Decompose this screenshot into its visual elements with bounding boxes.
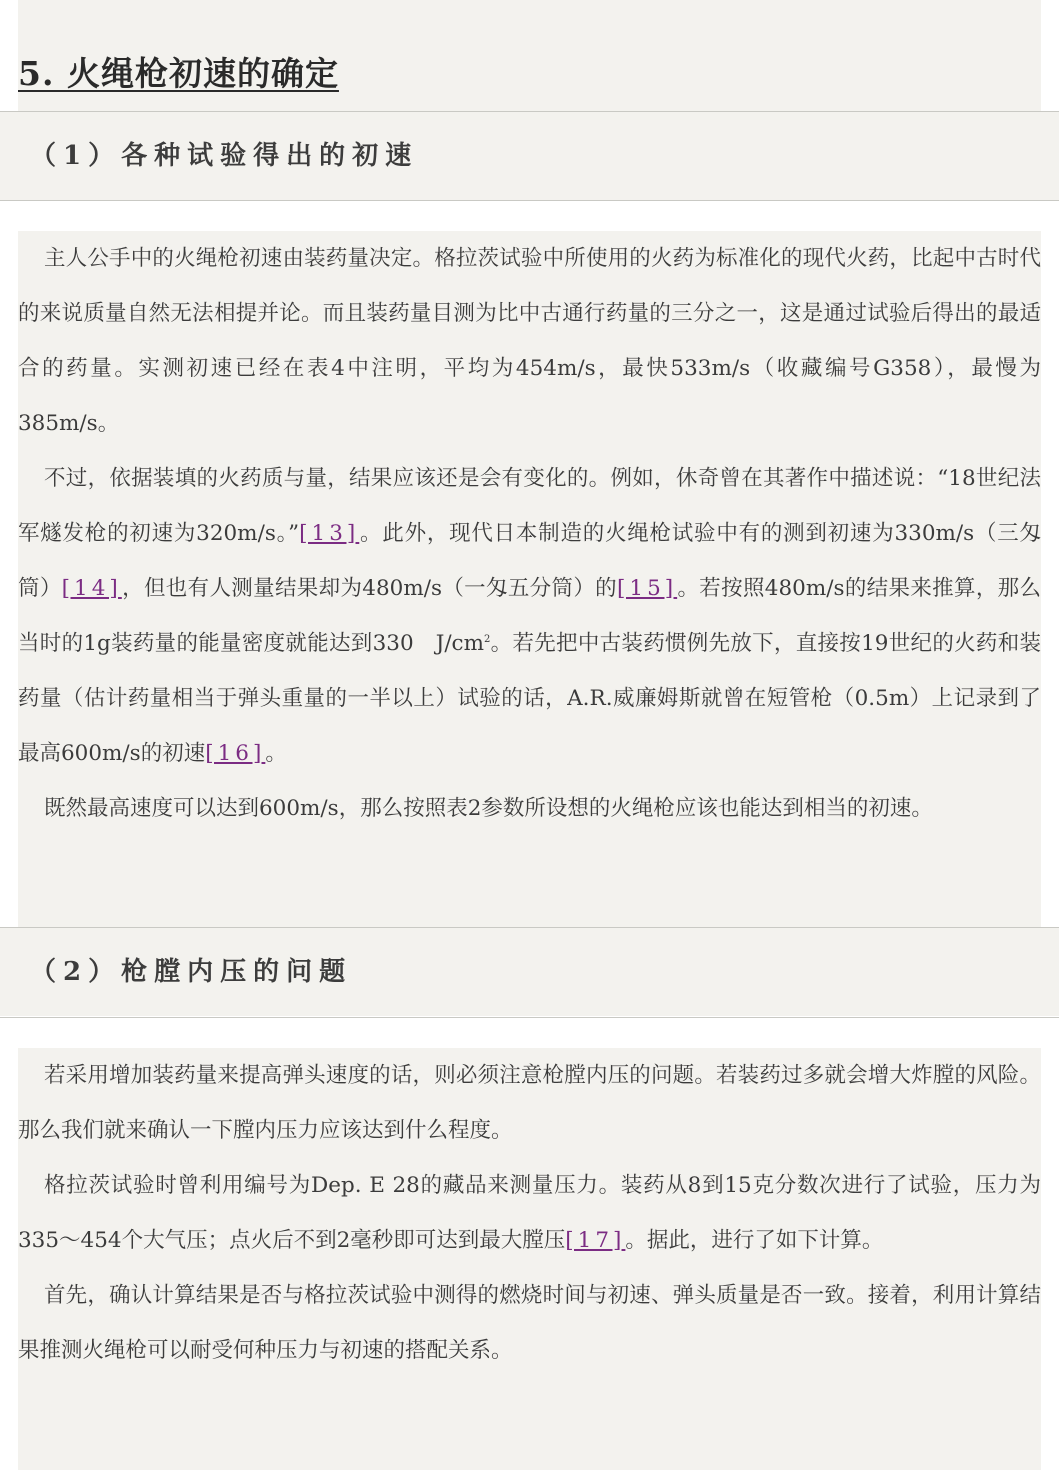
page-title: 5. 火绳枪初速的确定 xyxy=(18,54,339,93)
text-run: 不过，依据装填的火药质与量，结果应该还是会有变化的。例如，休奇曾在其著作中描述说：“18世纪法军燧发枪的初速为320m/s。” xyxy=(18,466,1041,546)
paragraph xyxy=(18,231,1041,451)
section-heading: （2）枪膛内压的问题 xyxy=(30,957,353,987)
divider xyxy=(0,1017,1059,1018)
text-run: 若采用增加装药量来提高弹头速度的话，则必须注意枪膛内压的问题。若装药过多就会增大炸膛的风险。那么我们就来确认一下膛内压力应该达到什么程度。 xyxy=(18,1063,1041,1143)
section-header-1 xyxy=(0,112,1059,200)
reference-link[interactable]: [13] xyxy=(299,521,360,546)
text-run: 主人公手中的火绳枪初速由装药量决定。格拉茨试验中所使用的火药为标准化的现代火药，比起中古时代的来说质量自然无法相提并论。而且装药量目测为比中古通行药量的三分之一，这是通过试验后得出的最适合的药量。实测初速已经在表4中注明，平均为454m/s，最快533m/s（收藏编号G358），最慢为385m/s。 xyxy=(18,246,1041,436)
text-run: ，但也有人测量结果却为480m/s（一匁五分筒）的 xyxy=(121,576,617,601)
reference-link[interactable]: [14] xyxy=(61,576,122,601)
text-run: 格拉茨试验时曾利用编号为Dep. E 28的藏品来测量压力。装药从8到15克分数次进行了试验，压力为335～454个大气压；点火后不到2毫秒即可达到最大膛压 xyxy=(18,1173,1041,1253)
title-block xyxy=(18,0,1041,111)
divider xyxy=(0,200,1059,201)
reference-link[interactable]: [17] xyxy=(565,1228,626,1253)
text-run: 既然最高速度可以达到600m/s，那么按照表2参数所设想的火绳枪应该也能达到相当的初速。 xyxy=(44,796,933,821)
section-body-1 xyxy=(18,231,1041,927)
section-header-2 xyxy=(0,928,1059,1016)
text-run: 。若按照480m/s的结果来推算，那么当时的1g装药量的能量密度就能达到330 J/cm xyxy=(18,576,1041,656)
reference-link[interactable]: [16] xyxy=(205,741,266,766)
paragraph xyxy=(18,1158,1041,1268)
section-heading: （1）各种试验得出的初速 xyxy=(30,141,419,171)
reference-link[interactable]: [15] xyxy=(617,576,678,601)
paragraph xyxy=(18,451,1041,781)
text-run: 首先，确认计算结果是否与格拉茨试验中测得的燃烧时间与初速、弹头质量是否一致。接着，利用计算结果推测火绳枪可以耐受何种压力与初速的搭配关系。 xyxy=(18,1283,1041,1363)
text-run: 。 xyxy=(265,741,287,766)
text-run: 。据此，进行了如下计算。 xyxy=(625,1228,884,1253)
section-body-2 xyxy=(18,1048,1041,1470)
paragraph xyxy=(18,1268,1041,1378)
text-run: 。此外，现代日本制造的火绳枪试验中有的测到初速为330m/s（三匁筒） xyxy=(18,521,1041,601)
superscript: 2 xyxy=(484,633,491,645)
paragraph xyxy=(18,1048,1041,1158)
paragraph xyxy=(18,781,1041,836)
text-run: 。若先把中古装药惯例先放下，直接按19世纪的火药和装药量（估计药量相当于弹头重量的一半以上）试验的话，A.R.威廉姆斯就曾在短管枪（0.5m）上记录到了最高600m/s的初速 xyxy=(18,631,1041,766)
